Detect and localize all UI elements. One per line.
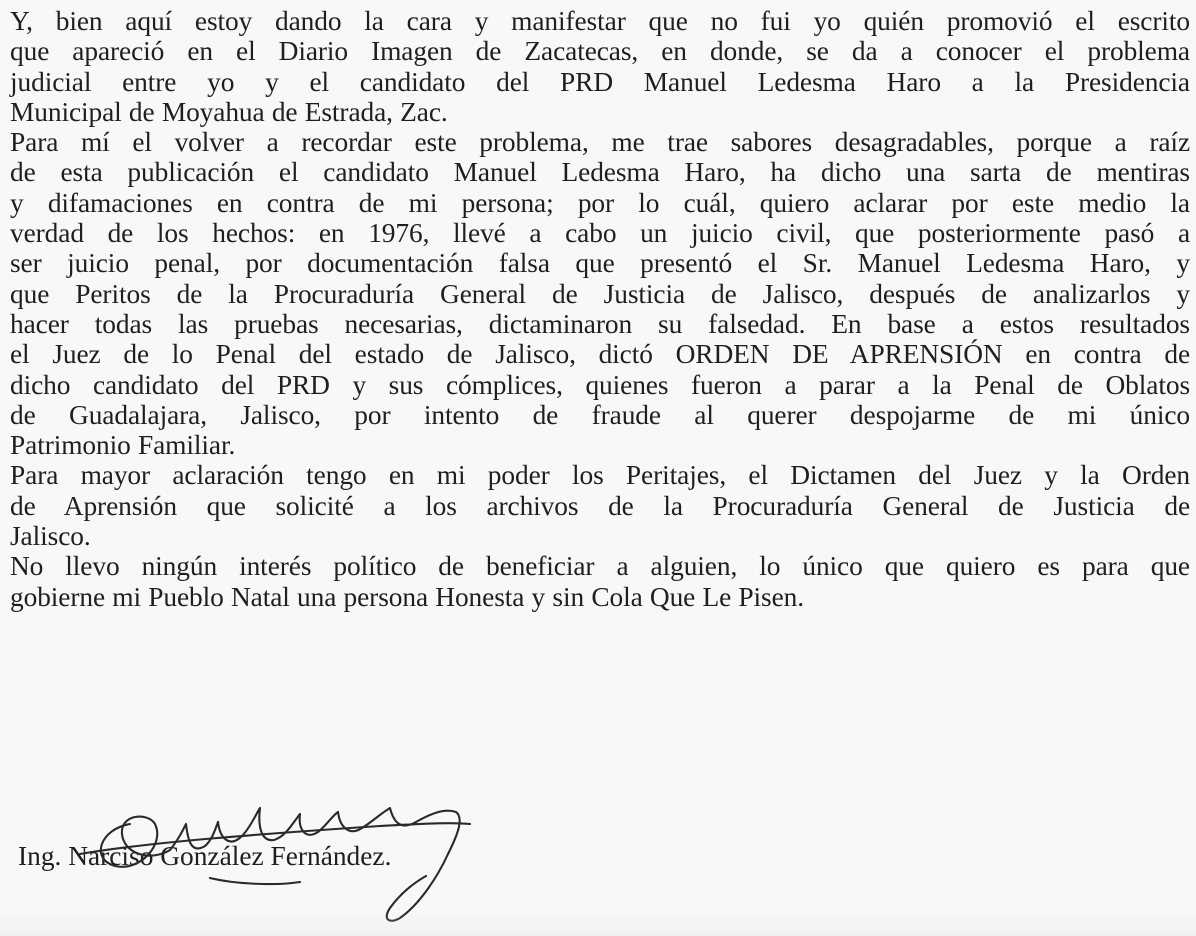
text-line: que apareció en el Diario Imagen de Zacatecas, en donde, se da a conocer el problema — [10, 36, 1190, 67]
text-line: dicho candidato del PRD y sus cómplices, quienes fueron a parar a la Penal de Oblatos — [10, 369, 1190, 400]
text-line: ser juicio penal, por documentación falsa que presentó el Sr. Manuel Ledesma Haro, y — [10, 248, 1190, 279]
text-line: No llevo ningún interés político de beneficiar a alguien, lo único que quiero es para que — [10, 551, 1190, 582]
text-line: Municipal de Moyahua de Estrada, Zac. — [10, 96, 448, 127]
text-line: de Guadalajara, Jalisco, por intento de fraude al querer despojarme de mi único — [10, 399, 1190, 430]
text-line: que Peritos de la Procuraduría General de Justicia de Jalisco, después de analizarlos y — [10, 278, 1190, 309]
text-line: Jalisco. — [10, 521, 91, 552]
text-line: verdad de los hechos: en 1976, llevé a cabo un juicio civil, que posteriormente pasó a — [10, 218, 1190, 249]
text-line: el Juez de lo Penal del estado de Jalisco, dictó ORDEN DE APRENSIÓN en contra de — [10, 339, 1190, 370]
paragraph-evidence — [10, 460, 1190, 551]
text-line: Para mí el volver a recordar este problema, me trae sabores desagradables, porque a raíz — [10, 127, 1190, 158]
paragraph-intro — [10, 6, 1190, 127]
text-line: Patrimonio Familiar. — [10, 430, 236, 461]
paragraph-closing — [10, 551, 1190, 612]
text-line: gobierne mi Pueblo Natal una persona Honesta y sin Cola Que Le Pisen. — [10, 581, 805, 612]
text-line: judicial entre yo y el candidato del PRD Manuel Ledesma Haro a la Presidencia — [10, 66, 1190, 97]
paragraph-facts — [10, 127, 1190, 460]
scan-edge-shadow — [0, 912, 1196, 936]
text-line: hacer todas las pruebas necesarias, dictaminaron su falsedad. En base a estos resultados — [10, 308, 1190, 339]
text-line: de esta publicación el candidato Manuel Ledesma Haro, ha dicho una sarta de mentiras — [10, 157, 1190, 188]
text-line: Para mayor aclaración tengo en mi poder los Peritajes, el Dictamen del Juez y la Orden — [10, 460, 1190, 491]
text-line: de Aprensión que solicité a los archivos de la Procuraduría General de Justicia de — [10, 490, 1190, 521]
text-line: y difamaciones en contra de mi persona; por lo cuál, quiero aclarar por este medio la — [10, 187, 1190, 218]
letter-body — [10, 6, 1190, 612]
signer-name: Ing. Narciso González Fernández. — [18, 841, 392, 871]
text-line: Y, bien aquí estoy dando la cara y manifestar que no fui yo quién promovió el escrito — [10, 6, 1190, 36]
